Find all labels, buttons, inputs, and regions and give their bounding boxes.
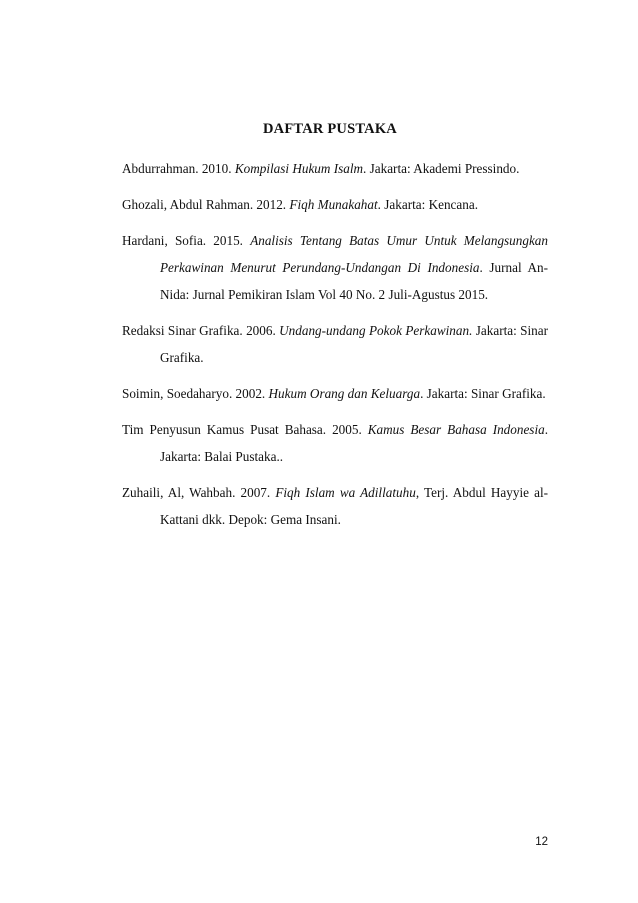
reference-author-year: Hardani, Sofia. 2015. — [122, 233, 251, 248]
reference-title: Hukum Orang dan Keluarga — [268, 386, 421, 401]
reference-publisher: . Jakarta: Balai Pustaka.. — [160, 422, 548, 464]
reference-author-year: Tim Penyusun Kamus Pusat Bahasa. 2005. — [122, 422, 368, 437]
reference-item — [122, 380, 548, 407]
reference-author-year: Zuhaili, Al, Wahbah. 2007. — [122, 485, 276, 500]
page-number: 12 — [535, 836, 548, 848]
reference-author-year: Abdurrahman. 2010. — [122, 161, 235, 176]
reference-publisher: . Jurnal An-Nida: Jurnal Pemikiran Islam Vol 40 No. 2 Juli-Agustus 2015. — [160, 260, 548, 302]
reference-title: Analisis Tentang Batas Umur Untuk Melangsungkan Perkawinan Menurut Perundang-Undangan Di Indonesia — [160, 233, 548, 275]
reference-item — [122, 479, 548, 533]
reference-publisher: . Jakarta: Kencana. — [377, 197, 478, 212]
reference-title: Fiqh Munakahat — [289, 197, 378, 212]
reference-item — [122, 317, 548, 371]
reference-item — [122, 227, 548, 308]
reference-title: Kompilasi Hukum Isalm — [234, 161, 364, 176]
reference-title: Fiqh Islam wa Adillatuhu — [275, 485, 416, 500]
reference-author-year: Ghozali, Abdul Rahman. 2012. — [122, 197, 290, 212]
reference-item — [122, 191, 548, 218]
reference-publisher: . Jakarta: Sinar Grafika. — [420, 386, 546, 401]
reference-author-year: Redaksi Sinar Grafika. 2006. — [122, 323, 280, 338]
reference-publisher: , Terj. Abdul Hayyie al-Kattani dkk. Depok: Gema Insani. — [160, 485, 549, 527]
reference-item — [122, 416, 548, 470]
reference-title: Kamus Besar Bahasa Indonesia — [367, 422, 545, 437]
reference-publisher: . Jakarta: Akademi Pressindo. — [363, 161, 520, 176]
page-title: DAFTAR PUSTAKA — [263, 121, 397, 137]
reference-list — [122, 155, 548, 542]
reference-publisher: Jakarta: Sinar Grafika. — [160, 323, 549, 365]
reference-title: Undang-undang Pokok Perkawinan. — [279, 323, 473, 338]
reference-item — [122, 155, 548, 182]
reference-author-year: Soimin, Soedaharyo. 2002. — [122, 386, 269, 401]
